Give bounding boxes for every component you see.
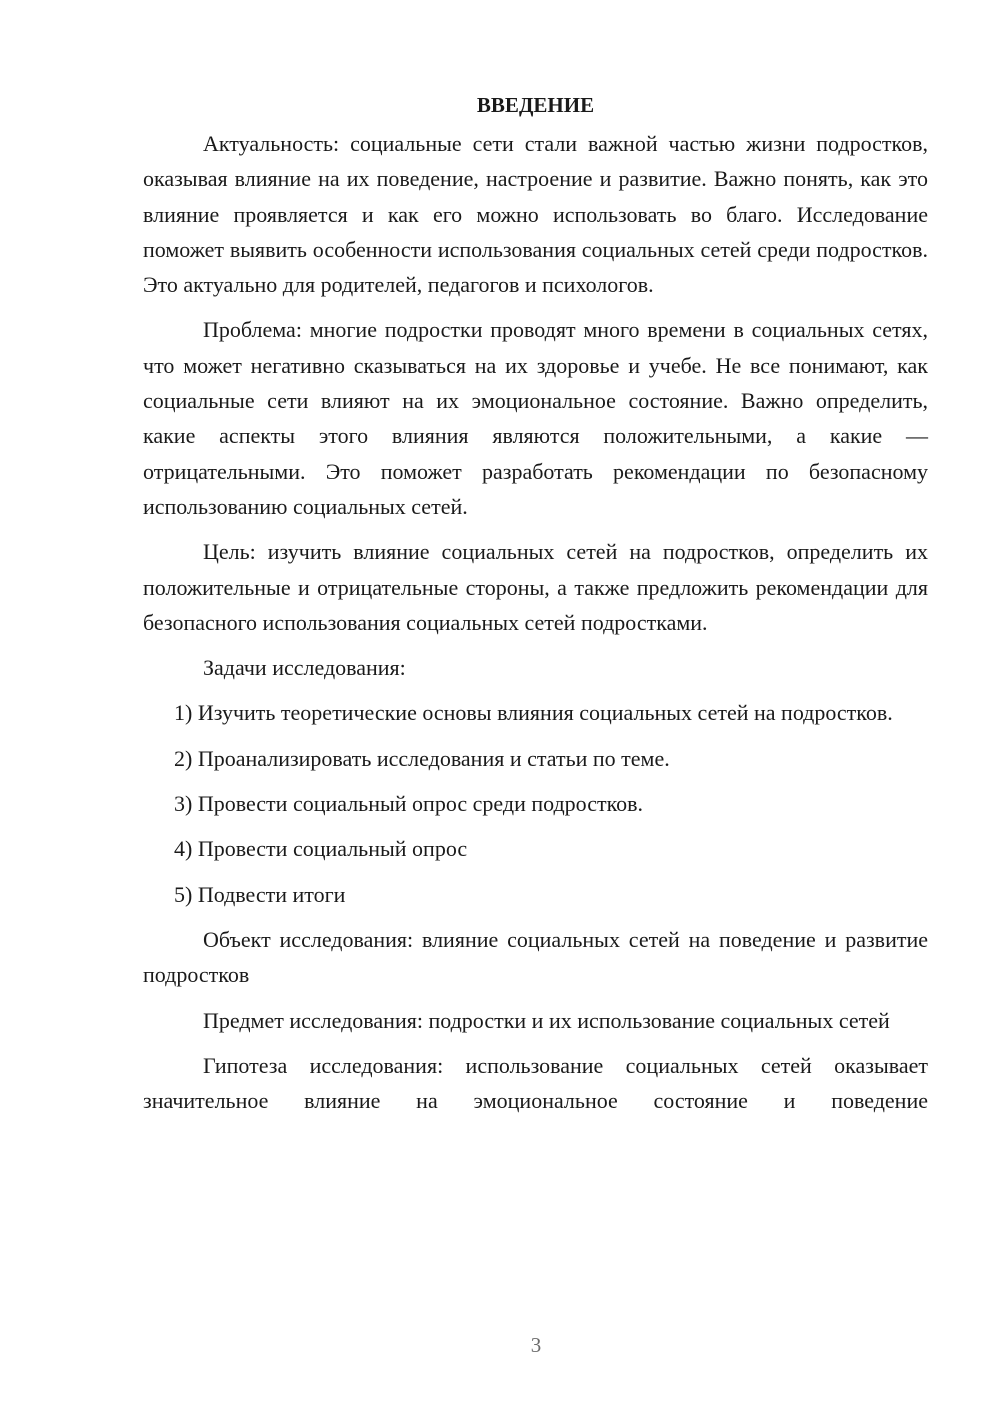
task-item-4: 4) Провести социальный опрос (174, 836, 468, 862)
paragraph-object: Объект исследования: влияние социальных сетей на поведение и развитие подростков (143, 926, 928, 988)
paragraph-subject: Предмет исследования: подростки и их использование социальных сетей (203, 1007, 890, 1033)
task-item-3: 3) Провести социальный опрос среди подростков. (174, 791, 644, 817)
paragraph-goal: Цель: изучить влияние социальных сетей на подростков, определить их положительные и отрицательные стороны, а также предложить рекомендации для безопасного использования социальных сетей подростками. (143, 539, 928, 635)
section-title: ВВЕДЕНИЕ (476, 93, 595, 117)
task-item-1: 1) Изучить теоретические основы влияния социальных сетей на подростков. (174, 700, 893, 726)
paragraph-hypothesis: Гипотеза исследования: использование социальных сетей оказывает значительное влияние на эмоциональное состояние и поведение (143, 1052, 928, 1114)
task-item-2: 2) Проанализировать исследования и статьи по теме. (174, 745, 670, 771)
task-item-5: 5) Подвести итоги (174, 881, 346, 907)
tasks-heading: Задачи исследования: (203, 655, 406, 681)
page-content (143, 90, 928, 1118)
paragraph-relevance: Актуальность: социальные сети стали важной частью жизни подростков, оказывая влияние на их поведение, настроение и развитие. Важно понять, как это влияние проявляется и как его можно использовать во благо. Исследование поможет выявить особенности использования социальных сетей среди подростков. Это актуально для родителей, педагогов и психологов. (143, 131, 928, 298)
paragraph-problem: Проблема: многие подростки проводят много времени в социальных сетях, что может негативно сказываться на их здоровье и учебе. Не все понимают, как социальные сети влияют на их эмоциональное состояние. Важно определить, какие аспекты этого влияния являются положительными, а какие — отрицательными. Это поможет разработать рекомендации по безопасному использованию социальных сетей. (143, 317, 928, 519)
page-number: 3 (530, 1333, 542, 1357)
